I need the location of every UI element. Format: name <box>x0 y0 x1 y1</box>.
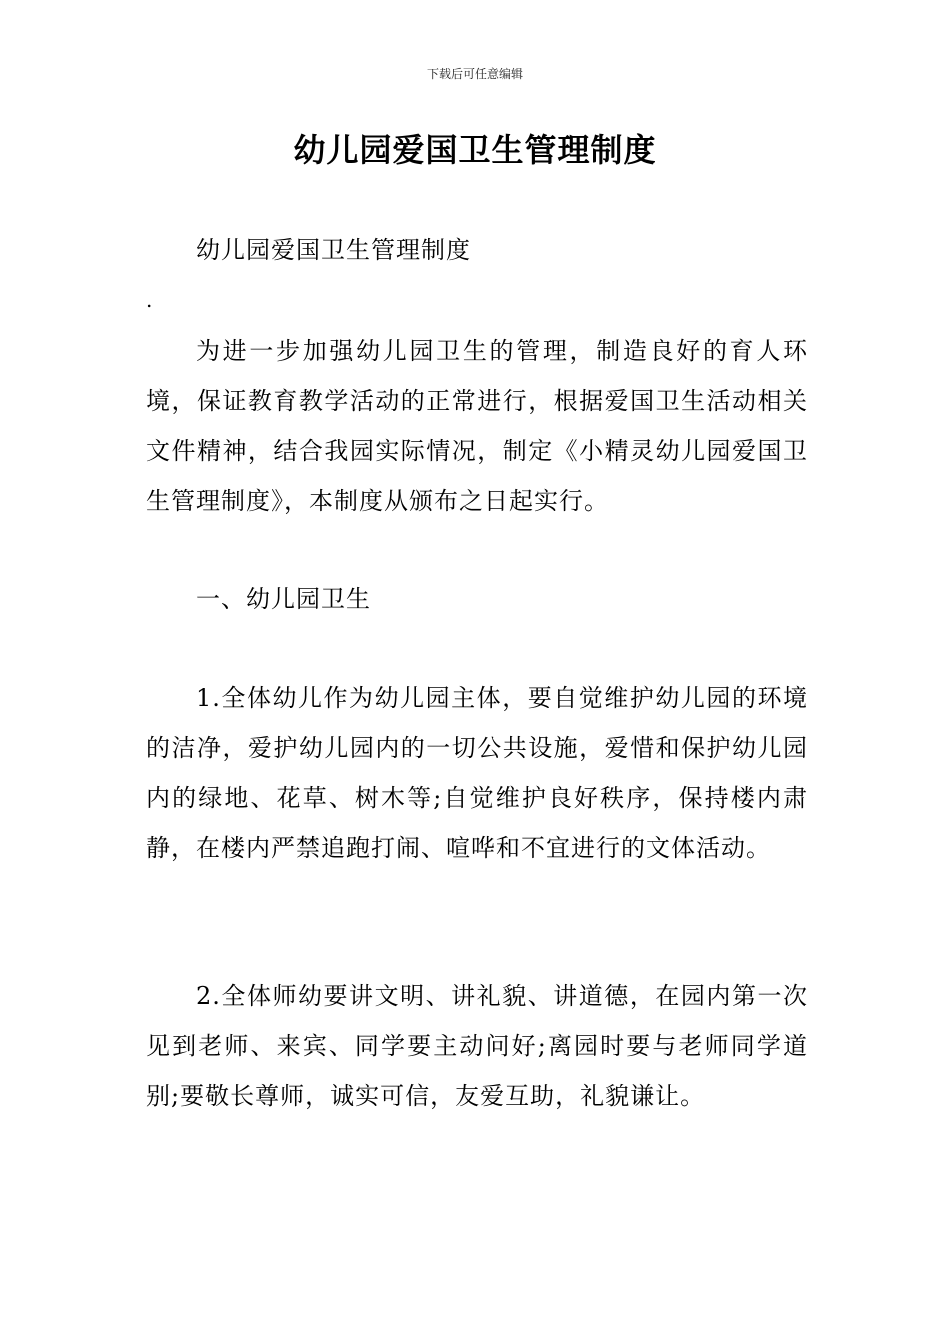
header-note: 下载后可任意编辑 <box>426 67 523 81</box>
rule-item-1: 1.全体幼儿作为幼儿园主体，要自觉维护幼儿园的环境的洁净，爱护幼儿园内的一切公共设施，爱惜和保护幼儿园内的绿地、花草、树木等;自觉维护良好秩序，保持楼内肃静，在楼内严禁追跑打闹、喧哗和不宜进行的文体活动。 <box>146 684 808 862</box>
section-heading: 一、幼儿园卫生 <box>196 585 371 613</box>
document-subtitle: 幼儿园爱国卫生管理制度 <box>196 236 471 264</box>
intro-paragraph: 为进一步加强幼儿园卫生的管理，制造良好的育人环境，保证教育教学活动的正常进行，根据爱国卫生活动相关文件精神，结合我园实际情况，制定《小精灵幼儿园爱国卫生管理制度》，本制度从颁布之日起实行。 <box>146 337 808 515</box>
separator-dot: . <box>146 288 154 312</box>
rule-item-2: 2.全体师幼要讲文明、讲礼貌、讲道德，在园内第一次见到老师、来宾、同学要主动问好;离园时要与老师同学道别;要敬长尊师，诚实可信，友爱互助，礼貌谦让。 <box>146 982 808 1110</box>
document-title: 幼儿园爱国卫生管理制度 <box>293 131 657 169</box>
